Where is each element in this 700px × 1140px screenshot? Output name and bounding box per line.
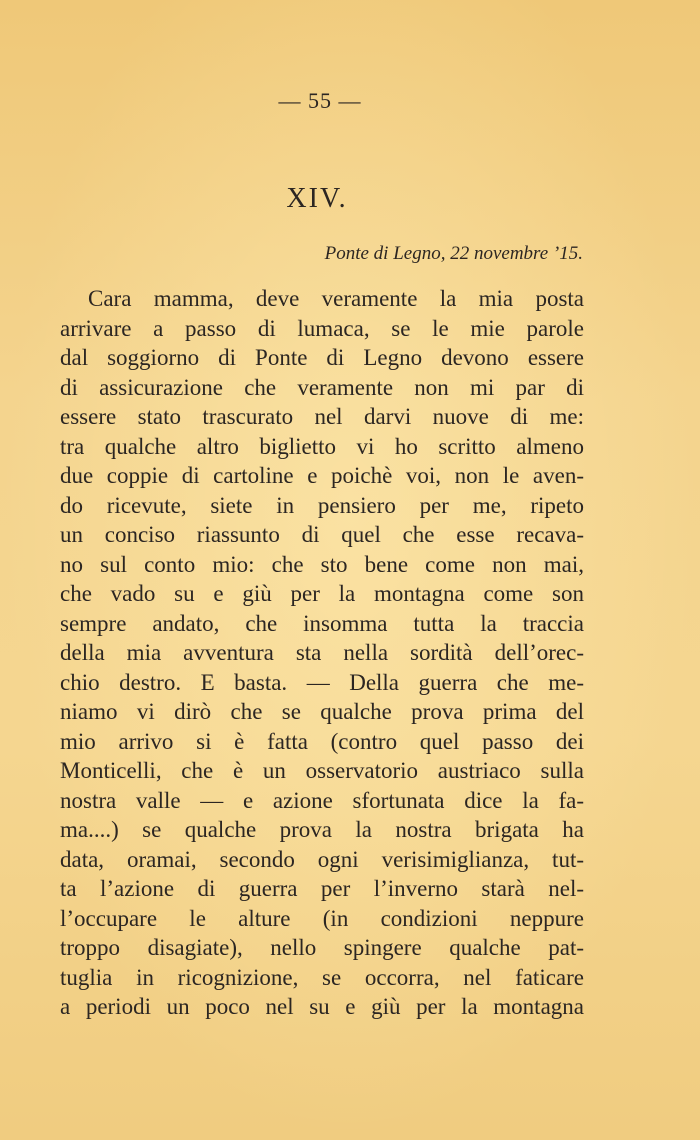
text-line: troppo disagiate), nello spingere qualche pat-: [60, 935, 584, 960]
text-line: Monticelli, che è un osservatorio austriaco sulla: [60, 758, 584, 783]
text-line: della mia avventura sta nella sordità dell’orec-: [60, 640, 584, 665]
text-line: a periodi un poco nel su e giù per la montagna: [60, 994, 584, 1019]
letter-dateline: Ponte di Legno, 22 novembre ’15.: [324, 243, 583, 264]
text-line: data, oramai, secondo ogni verisimiglianza, tut-: [60, 846, 584, 872]
text-line: sempre andato, che insomma tutta la traccia: [60, 610, 584, 636]
text-line: un conciso riassunto di quel che esse recava-: [60, 522, 584, 547]
text-line: do ricevute, siete in pensiero per me, ripeto: [60, 492, 584, 518]
text-line: niamo vi dirò che se qualche prova prima del: [60, 699, 584, 724]
text-line: tuglia in ricognizione, se occorra, nel faticare: [60, 964, 584, 990]
text-line: dal soggiorno di Ponte di Legno devono essere: [60, 345, 584, 370]
text-line: arrivare a passo di lumaca, se le mie parole: [60, 315, 584, 341]
text-line: essere stato trascurato nel darvi nuove di me:: [60, 404, 584, 429]
text-line: ta l’azione di guerra per l’inverno starà nel-: [60, 876, 584, 901]
text-line: no sul conto mio: che sto bene come non mai,: [60, 551, 584, 577]
text-line: tra qualche altro biglietto vi ho scritto almeno: [60, 433, 584, 459]
text-line: di assicurazione che veramente non mi par di: [60, 374, 584, 400]
letter-body: [60, 284, 584, 1022]
page-number: — 55 —: [278, 88, 362, 113]
chapter-heading: XIV.: [286, 183, 348, 214]
text-line: chio destro. E basta. — Della guerra che me-: [60, 669, 584, 695]
text-line: mio arrivo si è fatta (contro quel passo dei: [60, 728, 584, 754]
text-line: nostra valle — e azione sfortunata dice la fa-: [60, 787, 584, 813]
text-line: due coppie di cartoline e poichè voi, non le aven-: [60, 463, 584, 488]
text-line: ma....) se qualche prova la nostra brigata ha: [60, 817, 584, 842]
text-line: che vado su e giù per la montagna come son: [60, 581, 584, 606]
text-line: Cara mamma, deve veramente la mia posta: [88, 286, 584, 311]
text-line: l’occupare le alture (in condizioni neppure: [60, 905, 584, 931]
